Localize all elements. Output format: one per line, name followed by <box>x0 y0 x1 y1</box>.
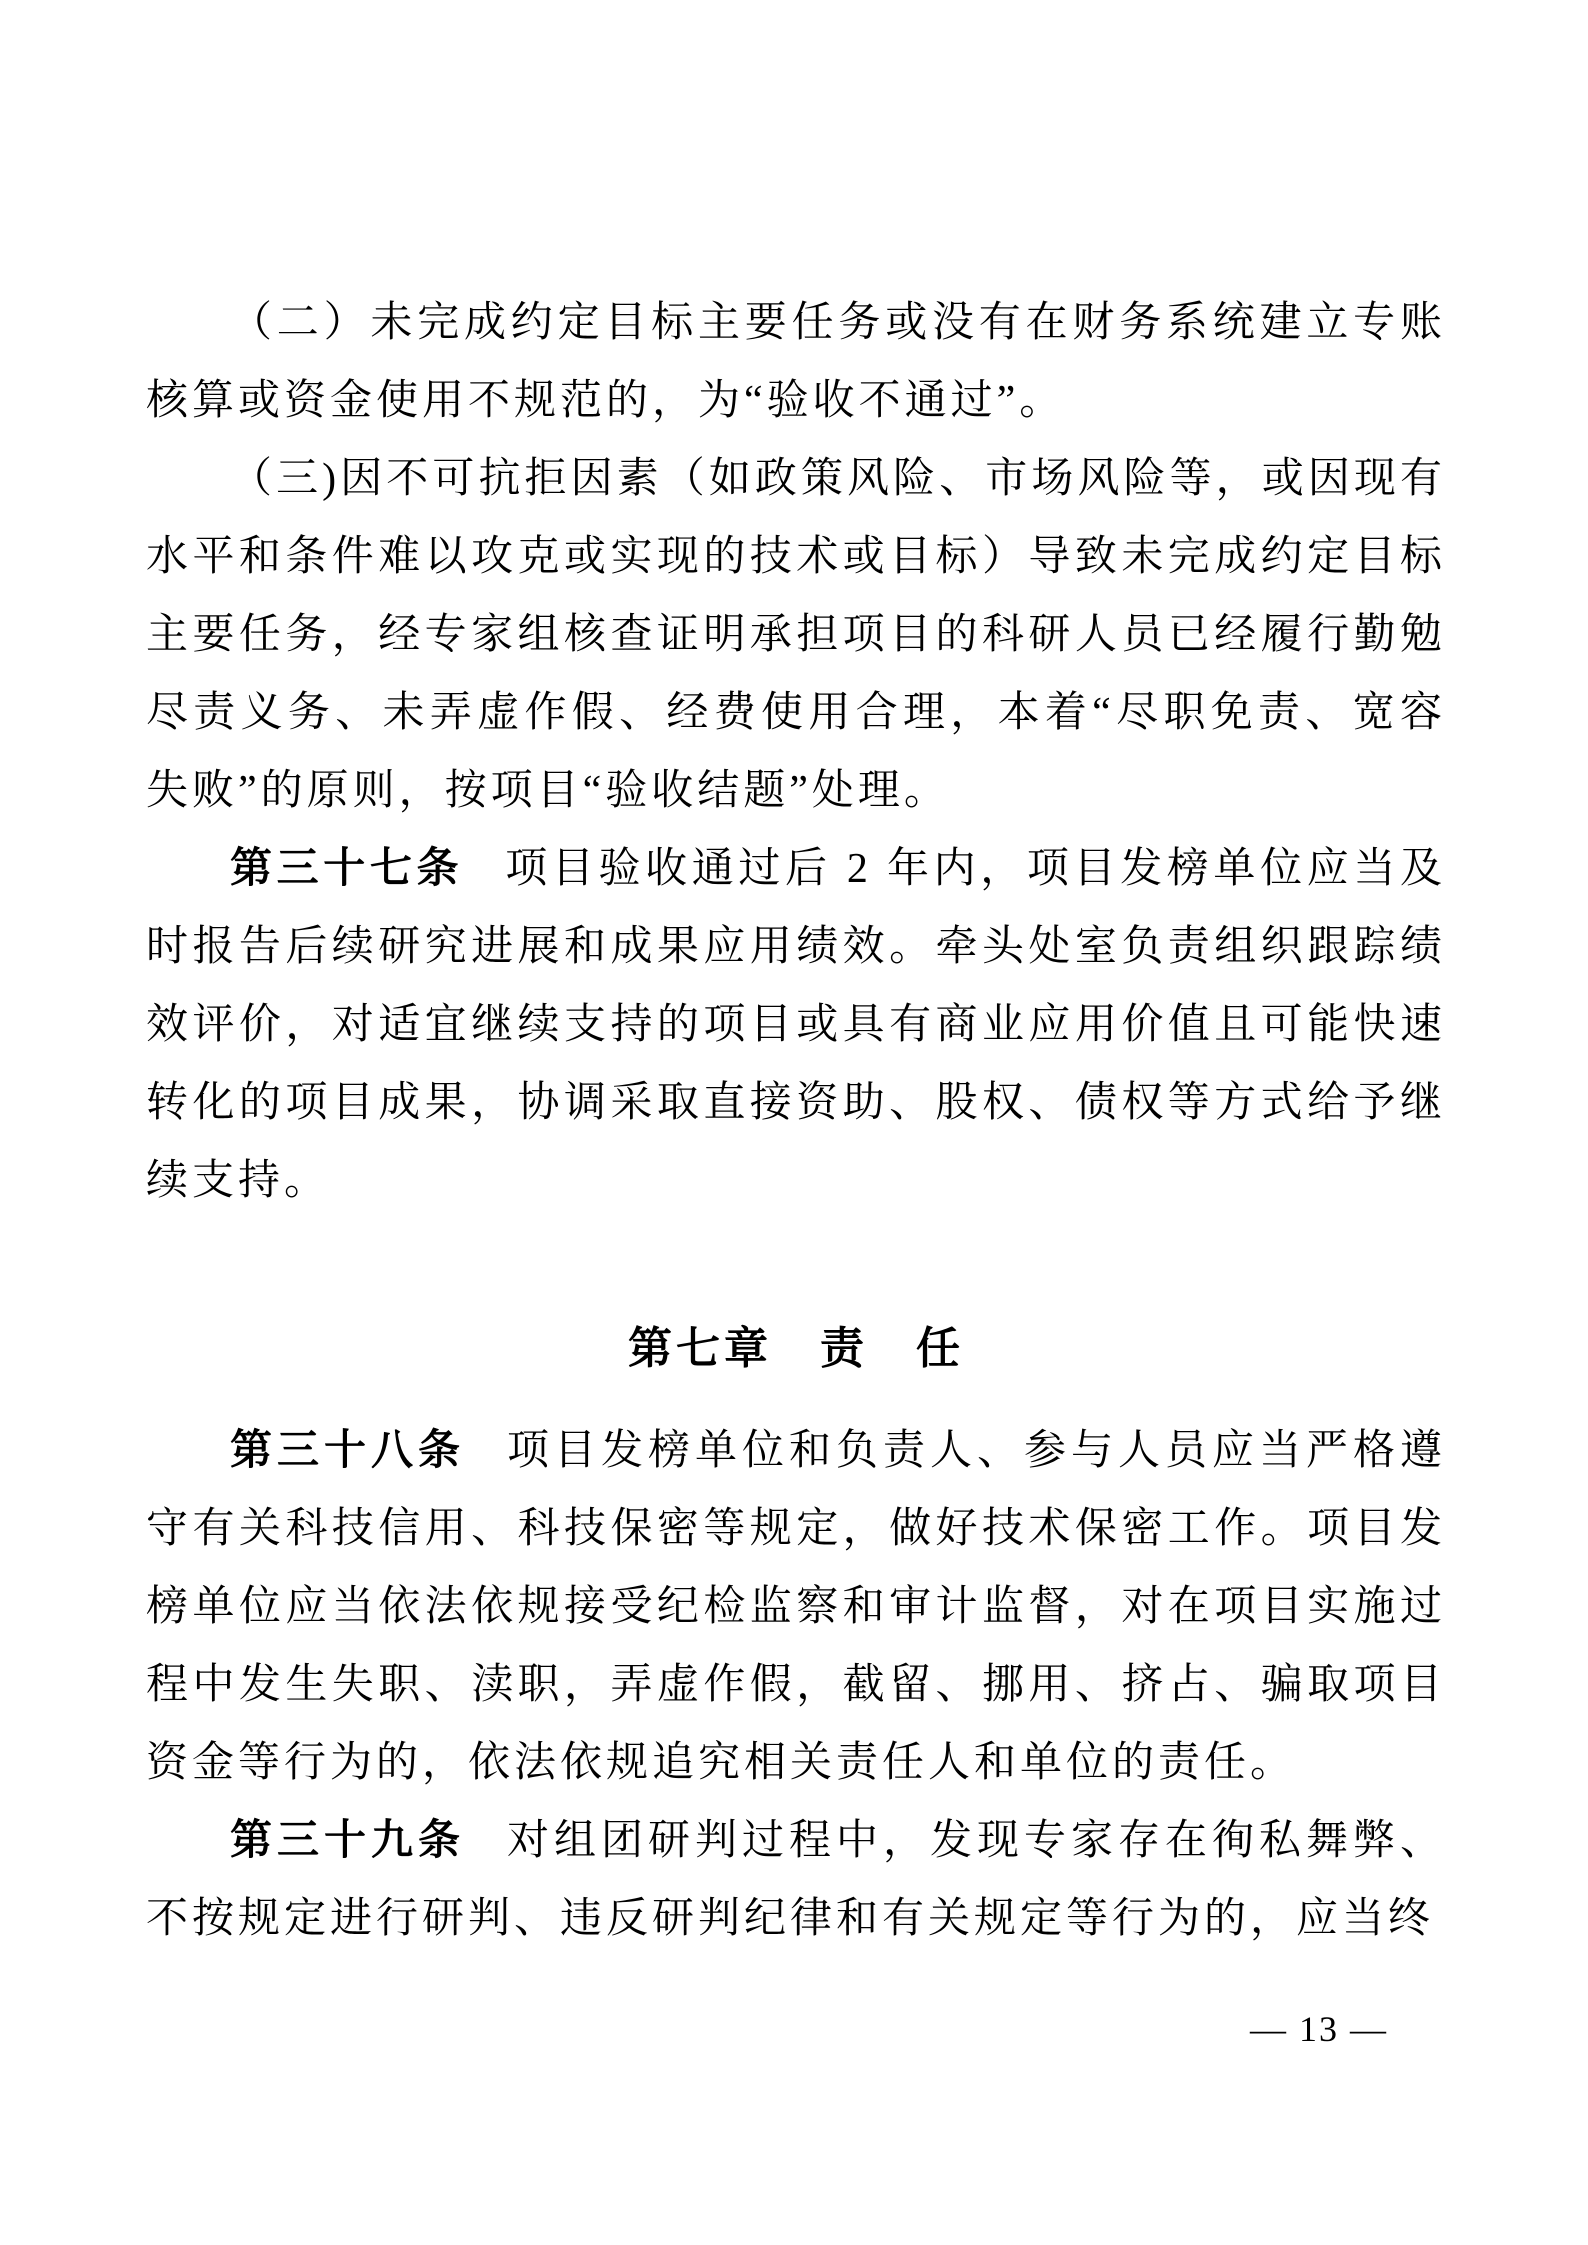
article-39-text: 对组团研判过程中，发现专家存在徇私舞弊、不按规定进行研判、违反研判纪律和有关规定等行为的，应当终 <box>146 1818 1446 1942</box>
document-body <box>146 284 1446 1958</box>
article-37-text: 项目验收通过后 2 年内，项目发榜单位应当及时报告后续研究进展和成果应用绩效。牵头处室负责组织跟踪绩效评价，对适宜继续支持的项目或具有商业应用价值且可能快速转化的项目成果，协调采取直接资助、股权、债权等方式给予继续支持。 <box>146 846 1446 1204</box>
article-38-text: 项目发榜单位和负责人、参与人员应当严格遵守有关科技信用、科技保密等规定，做好技术保密工作。项目发榜单位应当依法依规接受纪检监察和审计监督，对在项目实施过程中发生失职、渎职，弄虚作假，截留、挪用、挤占、骗取项目资金等行为的，依法依规追究相关责任人和单位的责任。 <box>146 1428 1446 1786</box>
paragraph-item-2: （二）未完成约定目标主要任务或没有在财务系统建立专账核算或资金使用不规范的，为“验收不通过”。 <box>146 300 1446 424</box>
article-37-label: 第三十七条 <box>230 846 464 892</box>
article-38-label: 第三十八条 <box>230 1428 465 1474</box>
paragraph-article-39 <box>146 1802 1446 1958</box>
article-39-label: 第三十九条 <box>230 1818 465 1864</box>
paragraph-article-37 <box>146 830 1446 1220</box>
page-number: — 13 — <box>1250 2009 1388 2049</box>
chapter-heading: 第七章 责 任 <box>628 1324 964 1373</box>
paragraph-item-3: （三)因不可抗拒因素（如政策风险、市场风险等，或因现有水平和条件难以攻克或实现的技术或目标）导致未完成约定目标主要任务，经专家组核查证明承担项目的科研人员已经履行勤勉尽责义务、未弄虚作假、经费使用合理，本着“尽职免责、宽容失败”的原则，按项目“验收结题”处理。 <box>146 456 1446 814</box>
paragraph-article-38 <box>146 1412 1446 1802</box>
